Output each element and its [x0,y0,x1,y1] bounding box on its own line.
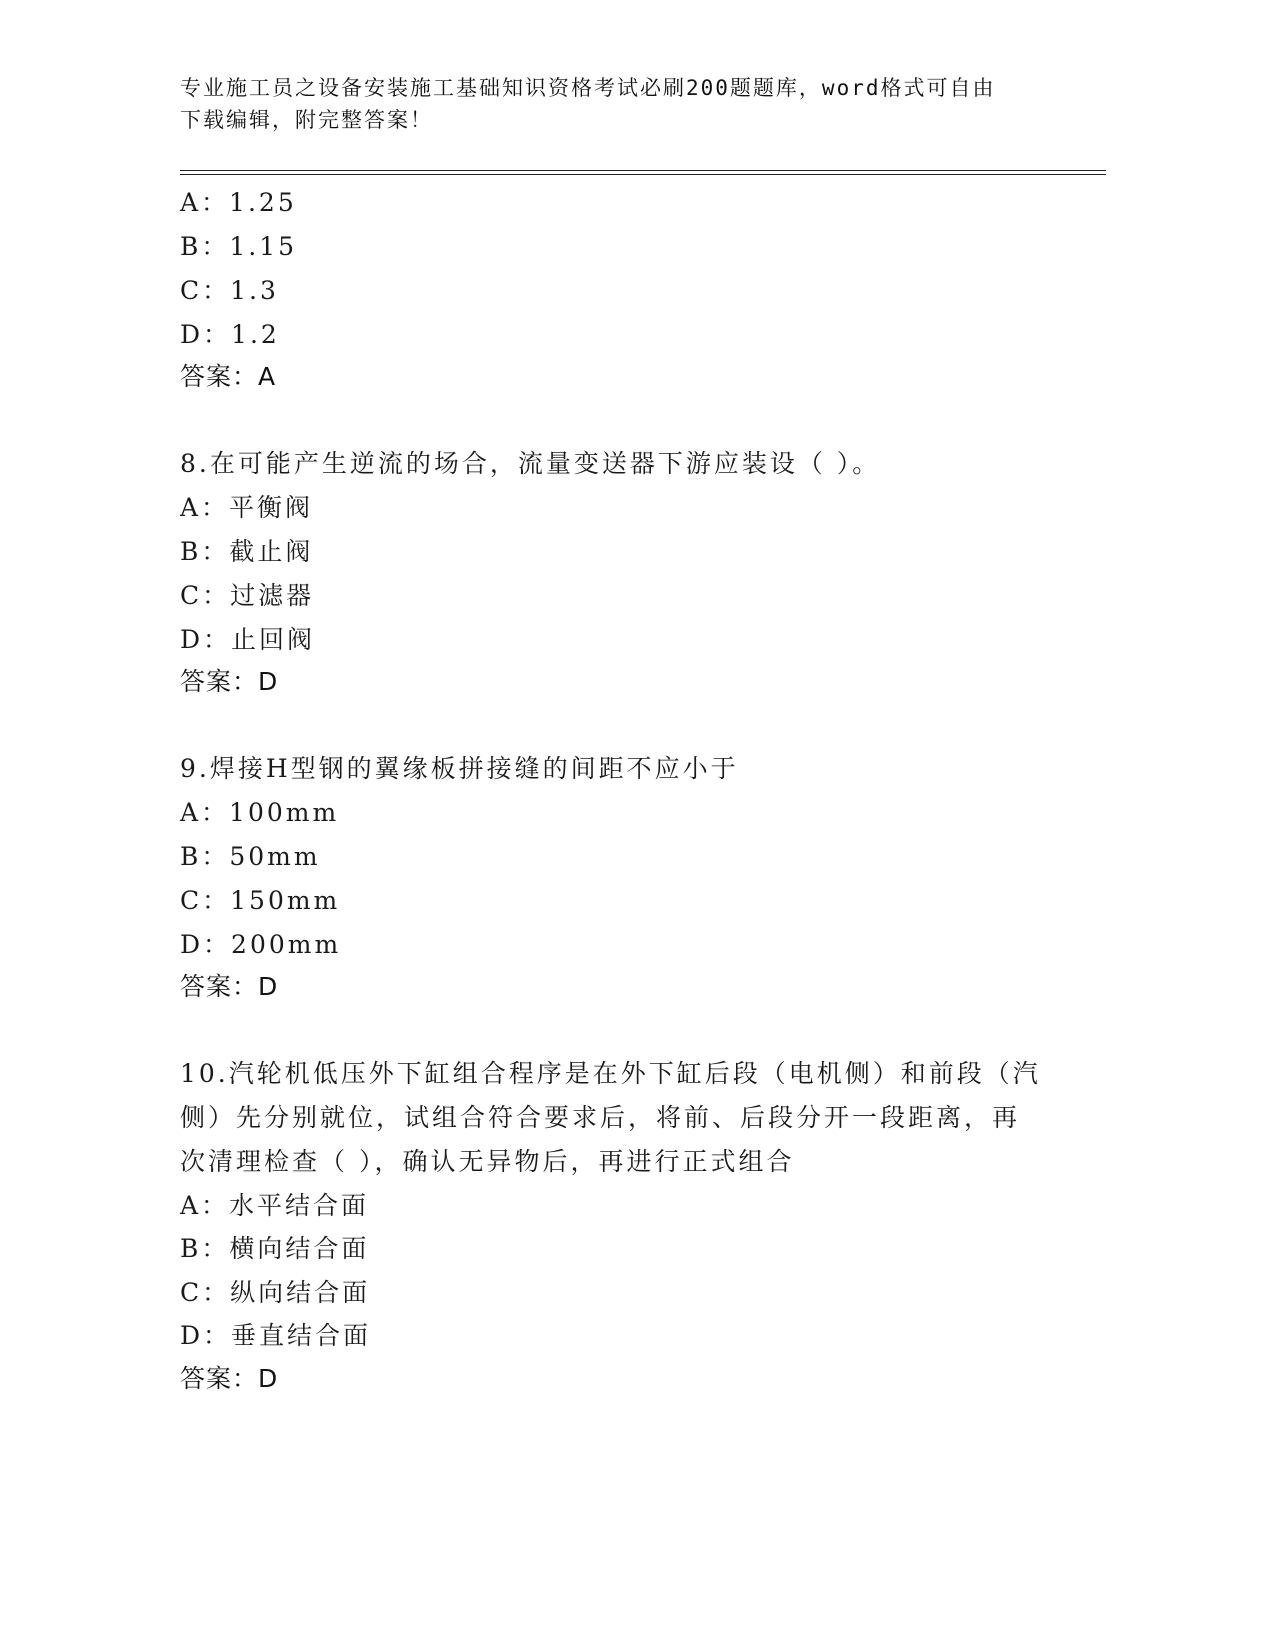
q10-stem-line-3: 次清理检查（ ），确认无异物后，再进行正式组合 [180,1147,795,1176]
prev-option-a: A：1.25 [180,188,297,217]
document-header [180,72,1060,136]
q10-option-b: B：横向结合面 [180,1234,370,1263]
q9-option-c: C：150mm [180,886,341,915]
q8-answer: 答案：D [180,667,279,696]
prev-option-d: D：1.2 [180,320,280,349]
header-line-2: 下载编辑，附完整答案！ [180,108,433,132]
prev-answer: 答案：A [180,362,277,391]
header-line-1: 专业施工员之设备安装施工基础知识资格考试必刷200题题库，word格式可自由 [180,76,996,100]
q10-answer: 答案：D [180,1364,279,1393]
q8-stem: 8.在可能产生逆流的场合，流量变送器下游应装设（ ）。 [180,449,881,478]
q9-stem: 9.焊接H型钢的翼缘板拼接缝的间距不应小于 [180,754,739,783]
q9-option-b: B：50mm [180,842,321,871]
header-divider-top [180,170,1106,171]
q10-option-c: C：纵向结合面 [180,1278,371,1307]
prev-option-c: C：1.3 [180,276,279,305]
q10-stem-line-2: 侧）先分别就位，试组合符合要求后，将前、后段分开一段距离，再 [180,1103,1021,1132]
q10-option-a: A：水平结合面 [180,1191,370,1220]
q8-option-a: A：平衡阀 [180,493,314,522]
q8-option-d: D：止回阀 [180,625,316,654]
header-divider-bottom [180,174,1106,175]
q8-option-c: C：过滤器 [180,581,315,610]
q9-answer: 答案：D [180,972,279,1001]
q10-stem-line-1: 10.汽轮机低压外下缸组合程序是在外下缸后段（电机侧）和前段（汽 [180,1059,1041,1088]
q9-option-a: A：100mm [180,798,340,827]
q8-option-b: B：截止阀 [180,537,314,566]
prev-option-b: B：1.15 [180,232,298,261]
q9-option-d: D：200mm [180,930,342,959]
q10-option-d: D：垂直结合面 [180,1321,372,1350]
